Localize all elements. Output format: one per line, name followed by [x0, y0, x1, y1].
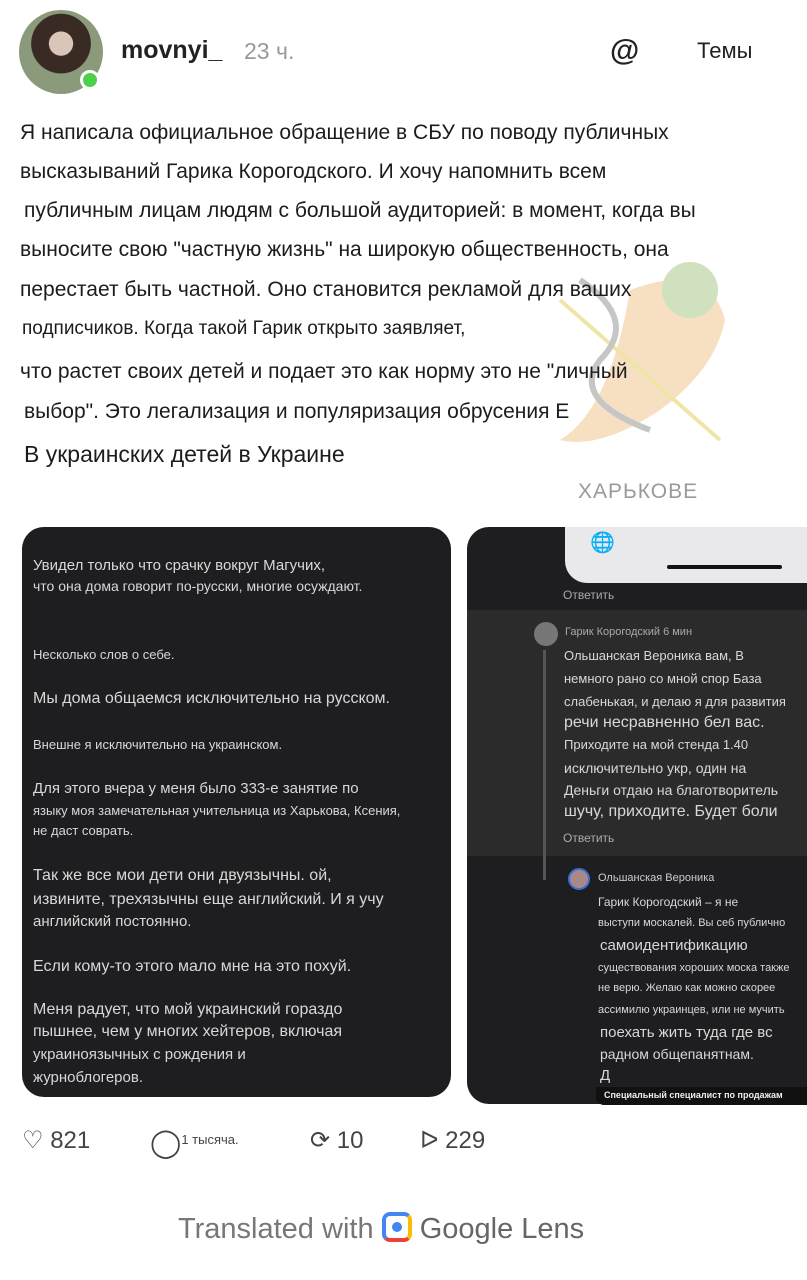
globe-icon[interactable]: 🌐	[590, 532, 615, 554]
post-line: выбор". Это легализация и популяризация обрусения Е	[24, 400, 570, 423]
post-line: высказываний Гарика Корогодского. И хочу напомнить всем	[20, 160, 607, 183]
repost-count: 10	[336, 1127, 364, 1154]
online-indicator	[80, 70, 100, 90]
card-text-line: Меня радует, что мой украинский гораздо	[33, 1001, 343, 1018]
comment-line: радном общепанятнам.	[600, 1046, 754, 1062]
post-line: Я написала официальное обращение в СБУ по поводу публичных	[20, 121, 669, 144]
comment-line: Ольшанская Вероника вам, В	[564, 648, 744, 663]
repost-icon: ⟳	[310, 1127, 331, 1154]
comment-line: шучу, приходите. Будет боли	[564, 803, 778, 820]
repost-button[interactable]	[310, 1126, 363, 1155]
comment-author[interactable]: Гарик Корогодский 6 мин	[565, 626, 693, 638]
comment-line: поехать жить туда где вс	[600, 1024, 773, 1041]
thread-line	[543, 650, 546, 880]
comment-line: существования хороших моска также	[598, 962, 790, 974]
google-lens-icon	[382, 1212, 412, 1242]
comment-line: самоидентификацию	[600, 937, 748, 954]
home-indicator	[667, 565, 782, 569]
app-label: Темы	[697, 38, 753, 63]
card-text-line: Увидел только что срачку вокруг Магучих,	[33, 557, 326, 574]
card-text-line: не даст соврать.	[33, 823, 134, 838]
comment-line: не верю. Желаю как можно скорее	[598, 982, 776, 994]
reply-link[interactable]: Ответить	[563, 588, 615, 602]
card-text-line: журноблогеров.	[33, 1069, 143, 1086]
post-time: 23 ч.	[244, 38, 295, 64]
post-line: публичным лицам людям с большой аудиторией: в момент, когда вы	[24, 199, 696, 222]
share-button[interactable]	[420, 1126, 485, 1155]
card-text-line: украиноязычных с рождения и	[33, 1046, 246, 1063]
comment-line: слабенькая, и делаю я для развития	[564, 694, 786, 709]
commenter-avatar	[534, 622, 558, 646]
username[interactable]: movnyi_	[121, 36, 223, 64]
card-text-line: языку моя замечательная учительница из Харькова, Ксения,	[33, 803, 401, 818]
post-line: что растет своих детей и подает это как норму это не "личный	[20, 360, 628, 383]
watermark-text: ХАРЬКОВЕ	[578, 480, 699, 503]
translated-label: Translated with	[178, 1213, 374, 1245]
like-button[interactable]	[22, 1126, 90, 1155]
post-line: подписчиков. Когда такой Гарик открыто заявляет,	[22, 318, 466, 339]
card-text-line: извините, трехязычны еще английский. И я учу	[33, 891, 384, 908]
card-text-line: что она дома говорит по-русски, многие осуждают.	[33, 578, 363, 594]
comment-author[interactable]: Ольшанская Вероника	[598, 872, 715, 884]
commenter-avatar	[568, 868, 590, 890]
lens-footer	[178, 1212, 584, 1246]
card-text-line: Так же все мои дети они двуязычны. ой,	[33, 867, 332, 884]
comment-line: немного рано со мной спор База	[564, 671, 762, 686]
comment-line: выступи москалей. Вы себ публично	[598, 917, 786, 929]
send-icon: ᐅ	[420, 1127, 439, 1154]
card-text-line: Несколько слов о себе.	[33, 647, 175, 662]
comment-line: Д	[600, 1067, 611, 1084]
card-text-line: пышнее, чем у многих хейтеров, включая	[33, 1023, 343, 1040]
comment-button[interactable]	[150, 1126, 239, 1159]
google-lens-brand: Google Lens	[419, 1213, 585, 1245]
comment-line: Приходите на мой стенда 1.40	[564, 737, 749, 752]
post-line: выносите свою "частную жизнь" на широкую общественность, она	[20, 238, 669, 261]
heart-icon: ♡	[22, 1127, 44, 1154]
post-line: В украинских детей в Украине	[24, 441, 345, 467]
post-line: перестает быть частной. Оно становится рекламой для ваших	[20, 278, 632, 301]
comment-bubble-icon: ◯	[150, 1127, 182, 1158]
share-count: 229	[445, 1127, 486, 1154]
card-text-line: Мы дома общаемся исключительно на русском.	[33, 690, 390, 707]
comment-count: 1 тысяча.	[181, 1132, 239, 1147]
card-text-line: Внешне я исключительно на украинском.	[33, 737, 283, 752]
card-text-line: Для этого вчера у меня было 333-е занятие по	[33, 780, 359, 797]
comment-line: ассимилю украинцев, или не мучить	[598, 1004, 785, 1016]
card-text-line: английский постоянно.	[33, 913, 192, 930]
like-count: 821	[50, 1127, 91, 1154]
threads-logo-icon: @	[610, 34, 640, 67]
comment-line: исключительно укр, один на	[564, 760, 747, 776]
comment-line: Деньги отдаю на благотворитель	[564, 782, 779, 798]
comment-line: Гарик Корогодский – я не	[598, 895, 739, 909]
job-badge-text: Специальный специалист по продажам	[604, 1090, 783, 1100]
card-text-line: Если кому-то этого мало мне на это похуй.	[33, 958, 352, 975]
comment-line: речи несравненно бел вас.	[564, 714, 765, 731]
reply-link[interactable]: Ответить	[563, 831, 615, 845]
